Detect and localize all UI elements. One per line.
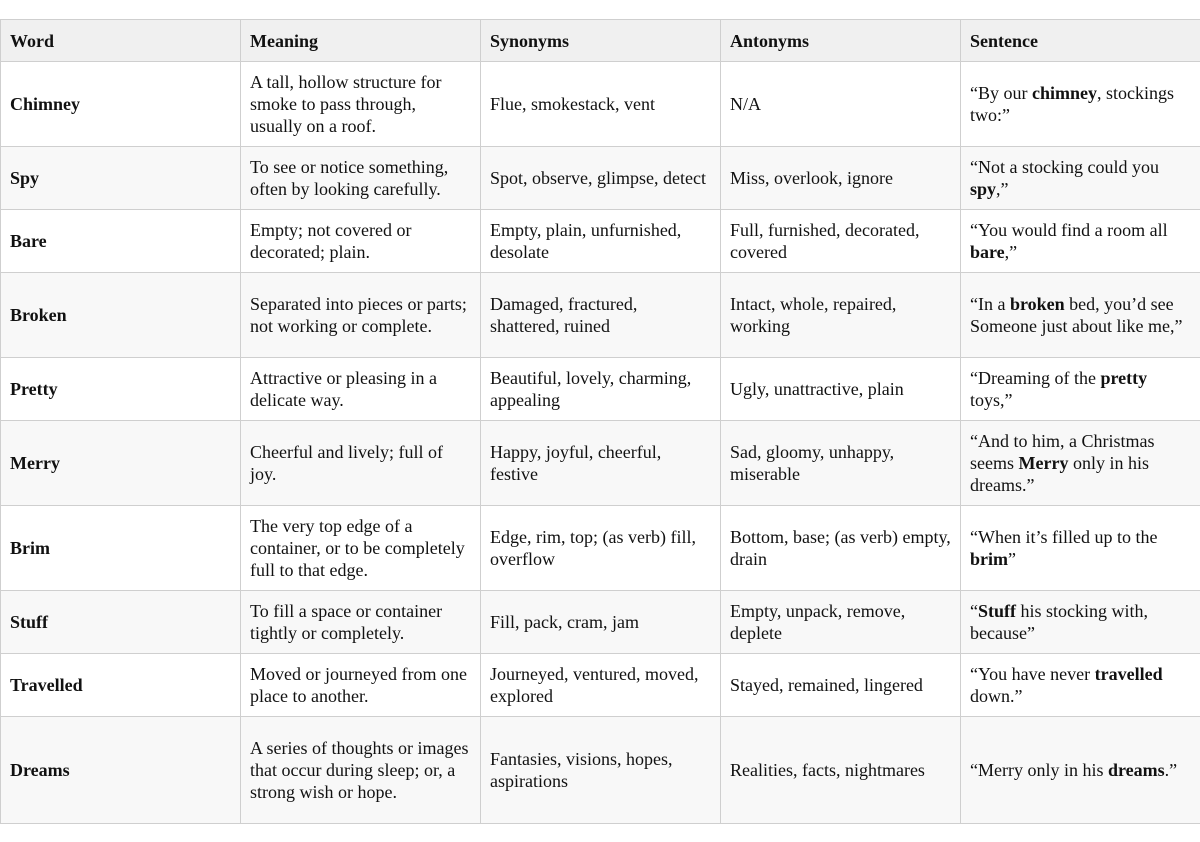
sentence-text: ,” (996, 179, 1009, 199)
sentence-keyword: broken (1009, 294, 1065, 314)
word-cell: Brim (1, 506, 241, 591)
sentence-text: “And to him, a Christmas seems (970, 431, 1155, 473)
table-row (1, 210, 1200, 273)
synonyms-cell: Damaged, fractured, shattered, ruined (481, 273, 721, 358)
sentence-keyword: Merry (1018, 453, 1069, 473)
word-cell: Stuff (1, 591, 241, 654)
sentence-text: down.” (970, 686, 1023, 706)
table-header (1, 20, 1200, 62)
meaning-cell: To see or notice something, often by looking carefully. (241, 147, 481, 210)
sentence-text: toys,” (970, 390, 1013, 410)
antonyms-cell: Miss, overlook, ignore (721, 147, 961, 210)
sentence-keyword: dreams (1107, 760, 1165, 780)
synonyms-cell: Spot, observe, glimpse, detect (481, 147, 721, 210)
header-sentence: Sentence (961, 20, 1200, 62)
synonyms-cell: Fill, pack, cram, jam (481, 591, 721, 654)
sentence-text: “When it’s filled up to the (970, 527, 1158, 547)
antonyms-cell: Intact, whole, repaired, working (721, 273, 961, 358)
synonyms-cell: Empty, plain, unfurnished, desolate (481, 210, 721, 273)
table-row (1, 421, 1200, 506)
meaning-cell: Moved or journeyed from one place to another. (241, 654, 481, 717)
header-word: Word (1, 20, 241, 62)
word-cell: Pretty (1, 358, 241, 421)
antonyms-cell: Sad, gloomy, unhappy, miserable (721, 421, 961, 506)
sentence-text: “Dreaming of the (970, 368, 1101, 388)
header-meaning: Meaning (241, 20, 481, 62)
sentence-cell (961, 62, 1200, 147)
meaning-cell: Separated into pieces or parts; not working or complete. (241, 273, 481, 358)
word-cell: Travelled (1, 654, 241, 717)
sentence-text: “By our (970, 83, 1032, 103)
sentence-text: “ (970, 601, 978, 621)
sentence-cell (961, 591, 1200, 654)
sentence-cell (961, 654, 1200, 717)
header-antonyms: Antonyms (721, 20, 961, 62)
vocabulary-table (0, 19, 1200, 824)
synonyms-cell: Beautiful, lovely, charming, appealing (481, 358, 721, 421)
synonyms-cell: Edge, rim, top; (as verb) fill, overflow (481, 506, 721, 591)
synonyms-cell: Happy, joyful, cheerful, festive (481, 421, 721, 506)
sentence-text: only in his dreams.” (970, 453, 1149, 495)
sentence-keyword: brim (970, 549, 1008, 569)
word-cell: Spy (1, 147, 241, 210)
synonyms-cell: Journeyed, ventured, moved, explored (481, 654, 721, 717)
word-cell: Dreams (1, 717, 241, 824)
word-cell: Merry (1, 421, 241, 506)
sentence-text: bed, you’d see Someone just about like me,” (970, 294, 1183, 336)
table-row (1, 62, 1200, 147)
sentence-keyword: travelled (1094, 664, 1163, 684)
sentence-keyword: spy (970, 179, 997, 199)
sentence-keyword: chimney (1032, 83, 1097, 103)
meaning-cell: Empty; not covered or decorated; plain. (241, 210, 481, 273)
word-cell: Chimney (1, 62, 241, 147)
antonyms-cell: Stayed, remained, lingered (721, 654, 961, 717)
sentence-text: “You have never (970, 664, 1095, 684)
meaning-cell: The very top edge of a container, or to be completely full to that edge. (241, 506, 481, 591)
antonyms-cell: Bottom, base; (as verb) empty, drain (721, 506, 961, 591)
sentence-text: ” (1008, 549, 1016, 569)
sentence-cell (961, 506, 1200, 591)
sentence-text: “Not a stocking could you (970, 157, 1159, 177)
antonyms-cell: Full, furnished, decorated, covered (721, 210, 961, 273)
antonyms-cell: N/A (721, 62, 961, 147)
meaning-cell: To fill a space or container tightly or completely. (241, 591, 481, 654)
sentence-keyword: bare (970, 242, 1005, 262)
meaning-cell: Attractive or pleasing in a delicate way. (241, 358, 481, 421)
table-row (1, 358, 1200, 421)
sentence-cell (961, 421, 1200, 506)
vocabulary-table-container (0, 19, 1200, 824)
meaning-cell: Cheerful and lively; full of joy. (241, 421, 481, 506)
antonyms-cell: Realities, facts, nightmares (721, 717, 961, 824)
sentence-text: “You would find a room all (970, 220, 1168, 240)
word-cell: Broken (1, 273, 241, 358)
antonyms-cell: Ugly, unattractive, plain (721, 358, 961, 421)
sentence-keyword: Stuff (978, 601, 1017, 621)
table-body (1, 62, 1200, 824)
sentence-cell (961, 717, 1200, 824)
sentence-cell (961, 358, 1200, 421)
meaning-cell: A series of thoughts or images that occur during sleep; or, a strong wish or hope. (241, 717, 481, 824)
sentence-cell (961, 147, 1200, 210)
synonyms-cell: Fantasies, visions, hopes, aspirations (481, 717, 721, 824)
table-row (1, 591, 1200, 654)
header-row (1, 20, 1200, 62)
sentence-text: his stocking with, because” (970, 601, 1149, 643)
sentence-text: .” (1164, 760, 1178, 780)
sentence-keyword: pretty (1100, 368, 1148, 388)
antonyms-cell: Empty, unpack, remove, deplete (721, 591, 961, 654)
sentence-text: “Merry only in his (970, 760, 1108, 780)
table-row (1, 147, 1200, 210)
word-cell: Bare (1, 210, 241, 273)
table-row (1, 506, 1200, 591)
sentence-cell (961, 273, 1200, 358)
meaning-cell: A tall, hollow structure for smoke to pass through, usually on a roof. (241, 62, 481, 147)
sentence-text: ,” (1004, 242, 1018, 262)
table-row (1, 654, 1200, 717)
sentence-text: “In a (970, 294, 1010, 314)
header-synonyms: Synonyms (481, 20, 721, 62)
table-row (1, 273, 1200, 358)
table-row (1, 717, 1200, 824)
sentence-cell (961, 210, 1200, 273)
sentence-text: , stockings two:” (970, 83, 1175, 125)
synonyms-cell: Flue, smokestack, vent (481, 62, 721, 147)
